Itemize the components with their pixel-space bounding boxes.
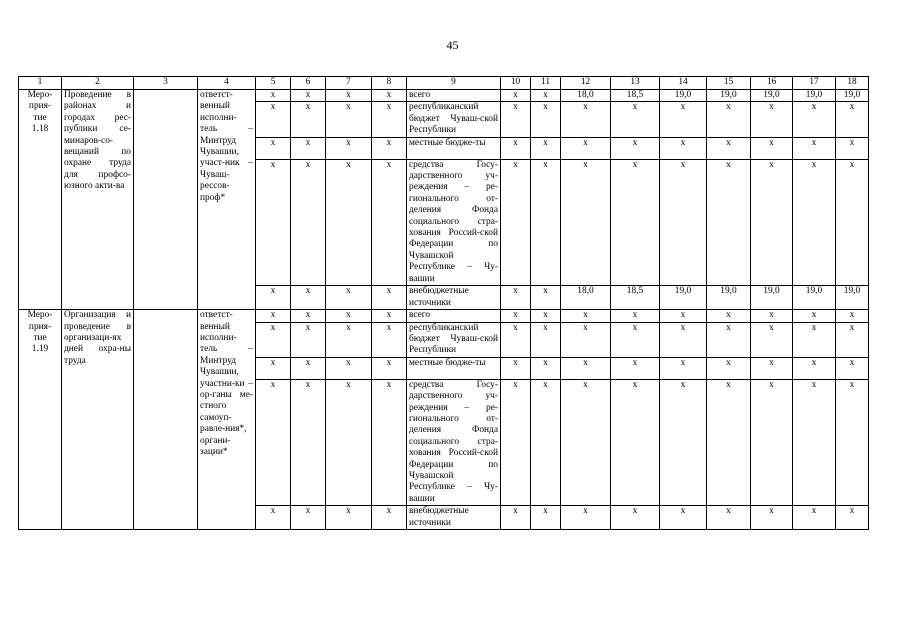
value-cell: x [561, 137, 611, 159]
header-cell: 13 [611, 77, 660, 90]
value-cell: x [561, 102, 611, 137]
value-cell: x [836, 102, 869, 137]
value-cell: x [751, 159, 793, 285]
measure-title: Проведение в районах и городах рес-публики се-минаров-со-вещаний по охране труда для профсо-юзного акти-ва [62, 90, 134, 310]
value-cell: x [751, 102, 793, 137]
funding-source: республиканский бюджет Чуваш-ской Республики [407, 322, 501, 357]
value-cell: x [291, 90, 326, 102]
value-cell: 19,0 [751, 90, 793, 102]
header-cell: 1 [19, 77, 62, 90]
value-cell: x [707, 159, 751, 285]
funding-source: всего [407, 90, 501, 102]
value-cell: x [836, 159, 869, 285]
value-cell: x [751, 506, 793, 530]
value-cell: 19,0 [660, 90, 707, 102]
header-cell: 6 [291, 77, 326, 90]
value-cell: x [531, 102, 561, 137]
value-cell: 19,0 [793, 286, 836, 310]
header-cell: 3 [134, 77, 198, 90]
value-cell: x [326, 310, 372, 322]
value-cell: x [501, 286, 531, 310]
value-cell: x [291, 357, 326, 379]
value-cell: x [372, 137, 407, 159]
value-cell: x [793, 379, 836, 505]
value-cell: x [256, 286, 291, 310]
value-cell: x [611, 102, 660, 137]
value-cell: x [291, 102, 326, 137]
value-cell: 19,0 [836, 90, 869, 102]
value-cell: x [836, 322, 869, 357]
value-cell: x [291, 322, 326, 357]
value-cell: x [501, 379, 531, 505]
header-row [19, 77, 869, 90]
funding-source: средства Госу-дарственного уч-реждения – ре-гионального от-деления Фонда социального стра-хования Россий-ской Федерации по Чувашской Республике – Чу-вашии [407, 159, 501, 285]
value-cell: x [291, 506, 326, 530]
funding-source: всего [407, 310, 501, 322]
value-cell: x [836, 310, 869, 322]
value-cell: x [501, 506, 531, 530]
empty-cell [134, 90, 198, 310]
measure-number: Меро- прия- тие 1.19 [19, 310, 62, 530]
value-cell: x [611, 310, 660, 322]
value-cell: x [291, 286, 326, 310]
header-cell: 5 [256, 77, 291, 90]
value-cell: x [836, 506, 869, 530]
value-cell: x [751, 322, 793, 357]
header-cell: 16 [751, 77, 793, 90]
value-cell: x [326, 379, 372, 505]
page-number: 45 [446, 38, 459, 52]
value-cell: x [372, 322, 407, 357]
value-cell: x [531, 506, 561, 530]
value-cell: x [291, 379, 326, 505]
value-cell: x [611, 506, 660, 530]
measure-executor: ответст-венный исполни-тель – Минтруд Чувашии, участ-ник – Чуваш-рессов-проф* [198, 90, 256, 310]
header-cell: 17 [793, 77, 836, 90]
value-cell: x [707, 102, 751, 137]
header-cell: 15 [707, 77, 751, 90]
value-cell: x [561, 159, 611, 285]
funding-source: местные бюдже-ты [407, 357, 501, 379]
value-cell: x [836, 379, 869, 505]
value-cell: x [531, 159, 561, 285]
value-cell: x [561, 310, 611, 322]
header-cell: 4 [198, 77, 256, 90]
value-cell: x [326, 102, 372, 137]
value-cell: x [256, 379, 291, 505]
value-cell: x [256, 357, 291, 379]
value-cell: x [793, 159, 836, 285]
value-cell: x [660, 137, 707, 159]
header-cell: 8 [372, 77, 407, 90]
value-cell: x [256, 322, 291, 357]
value-cell: x [501, 310, 531, 322]
value-cell: x [501, 137, 531, 159]
value-cell: x [531, 137, 561, 159]
header-cell: 12 [561, 77, 611, 90]
value-cell: x [660, 322, 707, 357]
header-cell: 10 [501, 77, 531, 90]
value-cell: x [751, 310, 793, 322]
value-cell: x [372, 379, 407, 505]
value-cell: x [501, 102, 531, 137]
value-cell: 19,0 [660, 286, 707, 310]
value-cell: 19,0 [707, 90, 751, 102]
value-cell: x [707, 137, 751, 159]
value-cell: x [326, 357, 372, 379]
value-cell: x [836, 137, 869, 159]
value-cell: x [660, 506, 707, 530]
value-cell: x [561, 506, 611, 530]
value-cell: x [707, 506, 751, 530]
value-cell: 18,5 [611, 286, 660, 310]
funding-source: внебюджетные источники [407, 506, 501, 530]
value-cell: x [793, 102, 836, 137]
value-cell: x [611, 137, 660, 159]
value-cell: x [751, 137, 793, 159]
funding-source: средства Госу-дарственного уч-реждения – ре-гионального от-деления Фонда социального стра-хования Россий-ской Федерации по Чувашской Республике – Чу-вашии [407, 379, 501, 505]
value-cell: x [561, 322, 611, 357]
value-cell: x [660, 102, 707, 137]
value-cell: x [611, 357, 660, 379]
header-cell: 11 [531, 77, 561, 90]
value-cell: x [561, 357, 611, 379]
value-cell: x [751, 357, 793, 379]
value-cell: x [256, 159, 291, 285]
value-cell: x [531, 322, 561, 357]
header-cell: 9 [407, 77, 501, 90]
value-cell: x [291, 159, 326, 285]
empty-cell [134, 310, 198, 530]
value-cell: x [611, 159, 660, 285]
value-cell: x [751, 379, 793, 505]
value-cell: x [326, 137, 372, 159]
value-cell: x [326, 286, 372, 310]
funding-source: внебюджетные источники [407, 286, 501, 310]
header-cell: 14 [660, 77, 707, 90]
value-cell: x [256, 137, 291, 159]
value-cell: 19,0 [793, 90, 836, 102]
value-cell: x [660, 159, 707, 285]
value-cell: x [372, 90, 407, 102]
value-cell: x [501, 357, 531, 379]
value-cell: x [291, 137, 326, 159]
value-cell: x [611, 322, 660, 357]
value-cell: x [707, 322, 751, 357]
value-cell: x [793, 506, 836, 530]
value-cell: x [501, 90, 531, 102]
value-cell: x [256, 102, 291, 137]
value-cell: x [531, 286, 561, 310]
header-cell: 2 [62, 77, 134, 90]
value-cell: x [793, 310, 836, 322]
value-cell: x [531, 310, 561, 322]
value-cell: x [326, 506, 372, 530]
value-cell: x [531, 357, 561, 379]
value-cell: x [707, 357, 751, 379]
table-row [19, 90, 869, 102]
value-cell: 18,0 [561, 286, 611, 310]
value-cell: x [372, 310, 407, 322]
value-cell: 19,0 [707, 286, 751, 310]
value-cell: x [501, 322, 531, 357]
value-cell: x [531, 379, 561, 505]
value-cell: x [707, 379, 751, 505]
value-cell: x [531, 90, 561, 102]
value-cell: x [501, 159, 531, 285]
value-cell: 19,0 [751, 286, 793, 310]
value-cell: x [836, 357, 869, 379]
value-cell: x [793, 322, 836, 357]
value-cell: x [561, 379, 611, 505]
value-cell: x [372, 357, 407, 379]
value-cell: x [256, 90, 291, 102]
header-cell: 18 [836, 77, 869, 90]
value-cell: x [793, 137, 836, 159]
measure-number: Меро- прия- тие 1.18 [19, 90, 62, 310]
value-cell: x [372, 506, 407, 530]
funding-source: республиканский бюджет Чуваш-ской Республики [407, 102, 501, 137]
value-cell: x [372, 102, 407, 137]
value-cell: x [793, 357, 836, 379]
value-cell: x [372, 286, 407, 310]
value-cell: x [326, 90, 372, 102]
value-cell: x [291, 310, 326, 322]
value-cell: 19,0 [836, 286, 869, 310]
value-cell: x [256, 310, 291, 322]
value-cell: x [372, 159, 407, 285]
table-row [19, 310, 869, 322]
measures-table [18, 76, 869, 530]
value-cell: x [611, 379, 660, 505]
value-cell: x [660, 357, 707, 379]
value-cell: x [326, 159, 372, 285]
value-cell: x [660, 379, 707, 505]
funding-source: местные бюдже-ты [407, 137, 501, 159]
value-cell: x [326, 322, 372, 357]
value-cell: x [707, 310, 751, 322]
measure-executor: ответст-венный исполни-тель – Минтруд Чувашии, участни-ки – ор-ганы ме-стного самоуп-равле-ния*, органи-зации* [198, 310, 256, 530]
value-cell: 18,5 [611, 90, 660, 102]
value-cell: 18,0 [561, 90, 611, 102]
measure-title: Организация и проведение в организаци-ях дней охра-ны труда [62, 310, 134, 530]
header-cell: 7 [326, 77, 372, 90]
value-cell: x [660, 310, 707, 322]
value-cell: x [256, 506, 291, 530]
